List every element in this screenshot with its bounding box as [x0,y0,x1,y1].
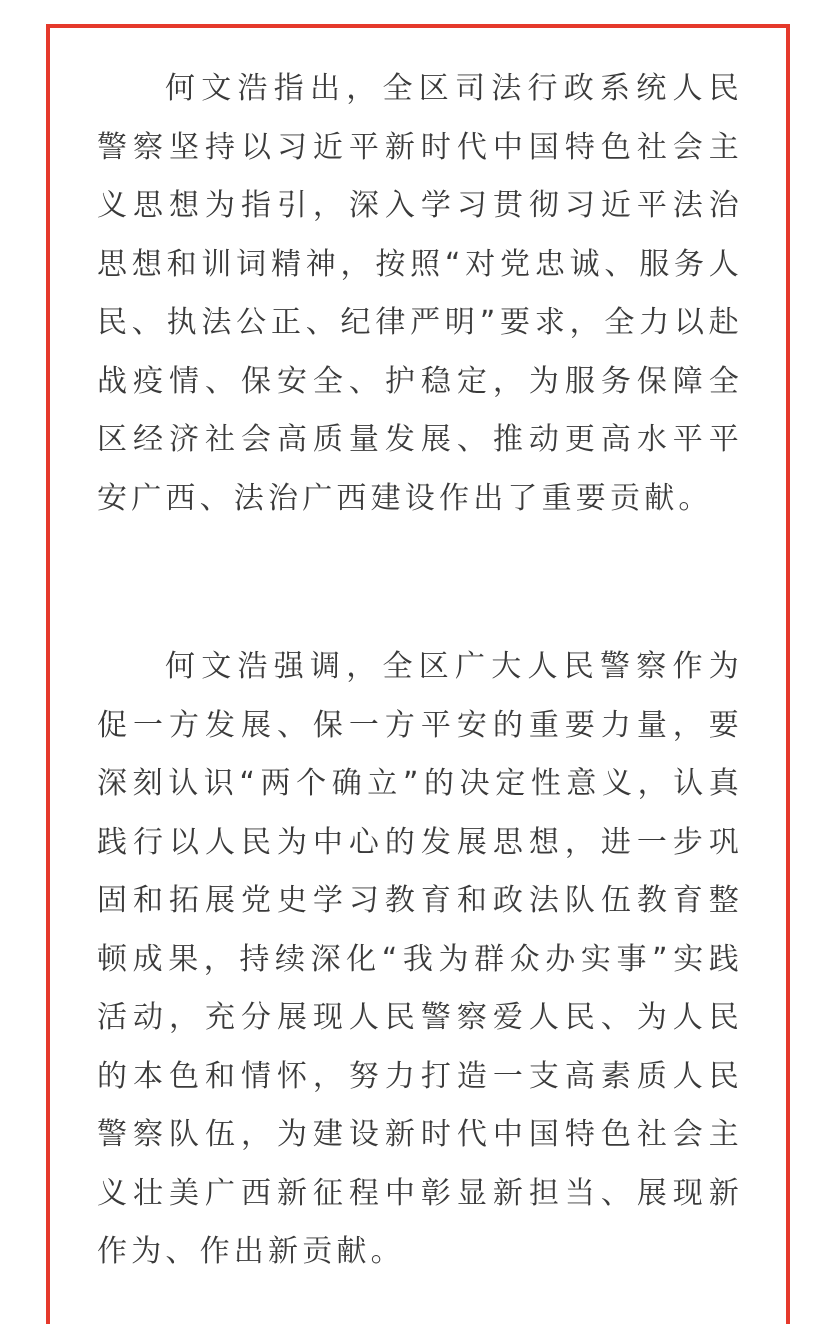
article-paragraph-2: 何文浩强调，全区广大人民警察作为促一方发展、保一方平安的重要力量，要深刻认识“两个确立”的决定性意义，认真践行以人民为中心的发展思想，进一步巩固和拓展党史学习教育和政法队伍教育整顿成果，持续深化“我为群众办实事”实践活动，充分展现人民警察爱人民、为人民的本色和情怀，努力打造一支高素质人民警察队伍，为建设新时代中国特色社会主义壮美广西新征程中彰显新担当、展现新作为、作出新贡献。 [97,649,743,1269]
article-paragraph-1: 何文浩指出，全区司法行政系统人民警察坚持以习近平新时代中国特色社会主义思想为指引，深入学习贯彻习近平法治思想和训词精神，按照“对党忠诚、服务人民、执法公正、纪律严明”要求，全力以赴战疫情、保安全、护稳定，为服务保障全区经济社会高质量发展、推动更高水平平安广西、法治广西建设作出了重要贡献。 [97,71,743,516]
